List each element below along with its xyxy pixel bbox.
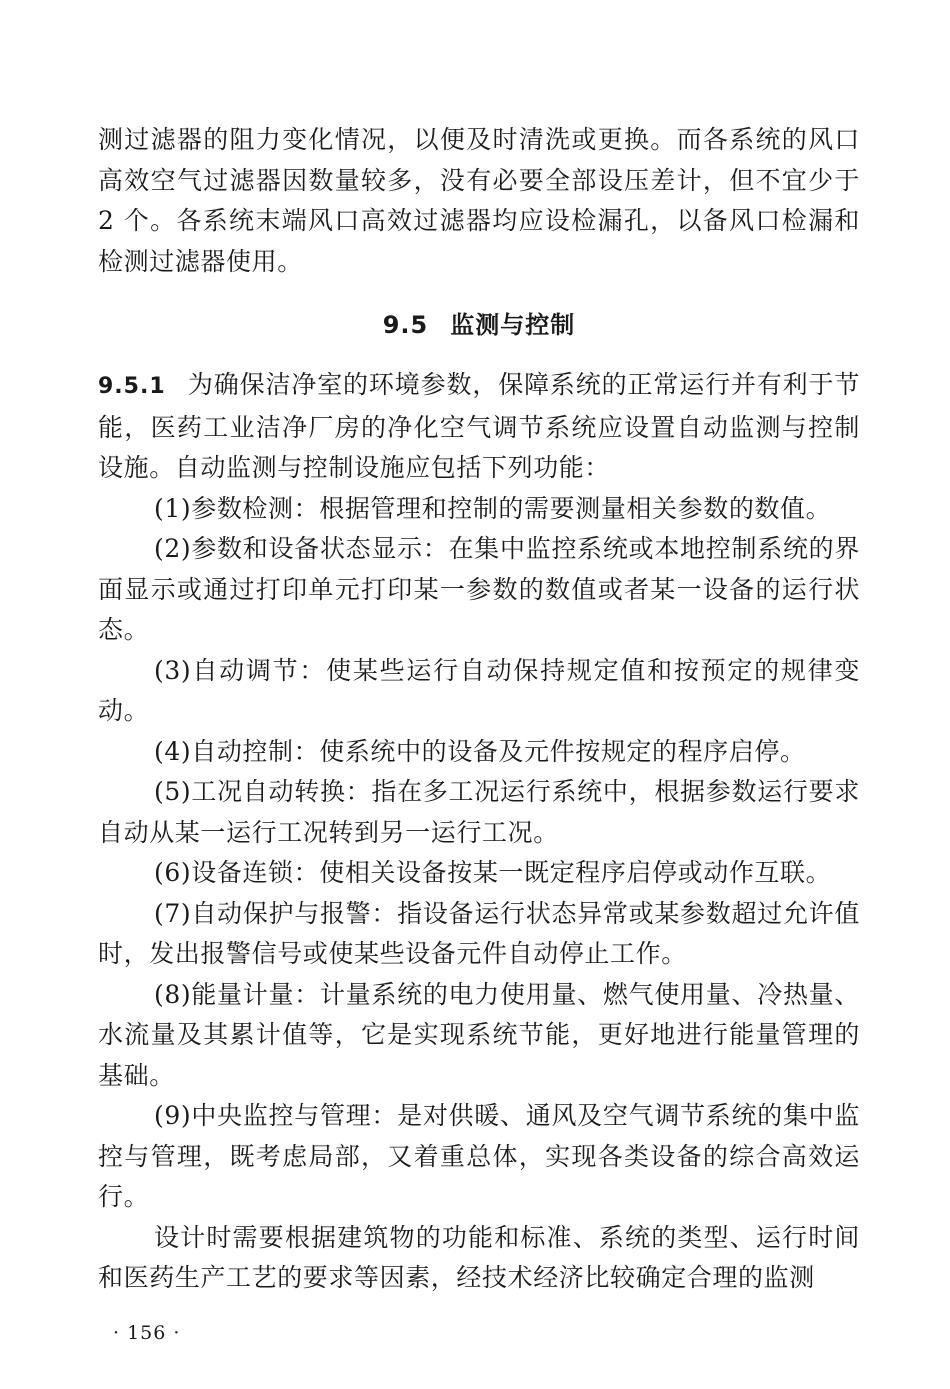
closing-paragraph: 设计时需要根据建筑物的功能和标准、系统的类型、运行时间和医药生产工艺的要求等因素，经技术经济比较确定合理的监测 bbox=[98, 1222, 860, 1292]
section-title: 监测与控制 bbox=[450, 311, 576, 339]
list-item-5: (5)工况自动转换：指在多工况运行系统中，根据参数运行要求自动从某一运行工况转到另一运行工况。 bbox=[98, 777, 860, 847]
clause-text: 为确保洁净室的环境参数，保障系统的正常运行并有利于节能，医药工业洁净厂房的净化空气调节系统应设置自动监测与控制设施。自动监测与控制设施应包括下列功能： bbox=[98, 370, 860, 482]
intro-paragraph: 测过滤器的阻力变化情况，以便及时清洗或更换。而各系统的风口高效空气过滤器因数量较多，没有必要全部设压差计，但不宜少于 2 个。各系统末端风口高效过滤器均应设检漏孔，以备风口检漏和检测过滤器使用。 bbox=[98, 125, 860, 276]
list-item-1: (1)参数检测：根据管理和控制的需要测量相关参数的数值。 bbox=[154, 493, 832, 523]
list-item-3: (3)自动调节：使某些运行自动保持规定值和按预定的规律变动。 bbox=[98, 655, 860, 725]
clause-number: 9.5.1 bbox=[98, 374, 166, 399]
section-heading bbox=[98, 305, 860, 345]
page-number: · 156 · bbox=[113, 1322, 181, 1344]
list-item-7: (7)自动保护与报警：指设备运行状态异常或某参数超过允许值时，发出报警信号或使某些设备元件自动停止工作。 bbox=[98, 898, 860, 968]
list-item-8: (8)能量计量：计量系统的电力使用量、燃气使用量、冷热量、水流量及其累计值等，它是实现系统节能，更好地进行能量管理的基础。 bbox=[98, 979, 860, 1090]
list-item-9: (9)中央监控与管理：是对供暖、通风及空气调节系统的集中监控与管理，既考虑局部，又着重总体，实现各类设备的综合高效运行。 bbox=[98, 1101, 860, 1211]
section-number: 9.5 bbox=[382, 311, 429, 339]
list-item-6: (6)设备连锁：使相关设备按某一既定程序启停或动作互联。 bbox=[154, 858, 832, 887]
clause-paragraph bbox=[98, 365, 860, 489]
list-item-2: (2)参数和设备状态显示：在集中监控系统或本地控制系统的界面显示或通过打印单元打印某一参数的数值或者某一设备的运行状态。 bbox=[98, 534, 860, 644]
page-body bbox=[98, 120, 860, 1299]
list-item-4: (4)自动控制：使系统中的设备及元件按规定的程序启停。 bbox=[154, 736, 806, 766]
